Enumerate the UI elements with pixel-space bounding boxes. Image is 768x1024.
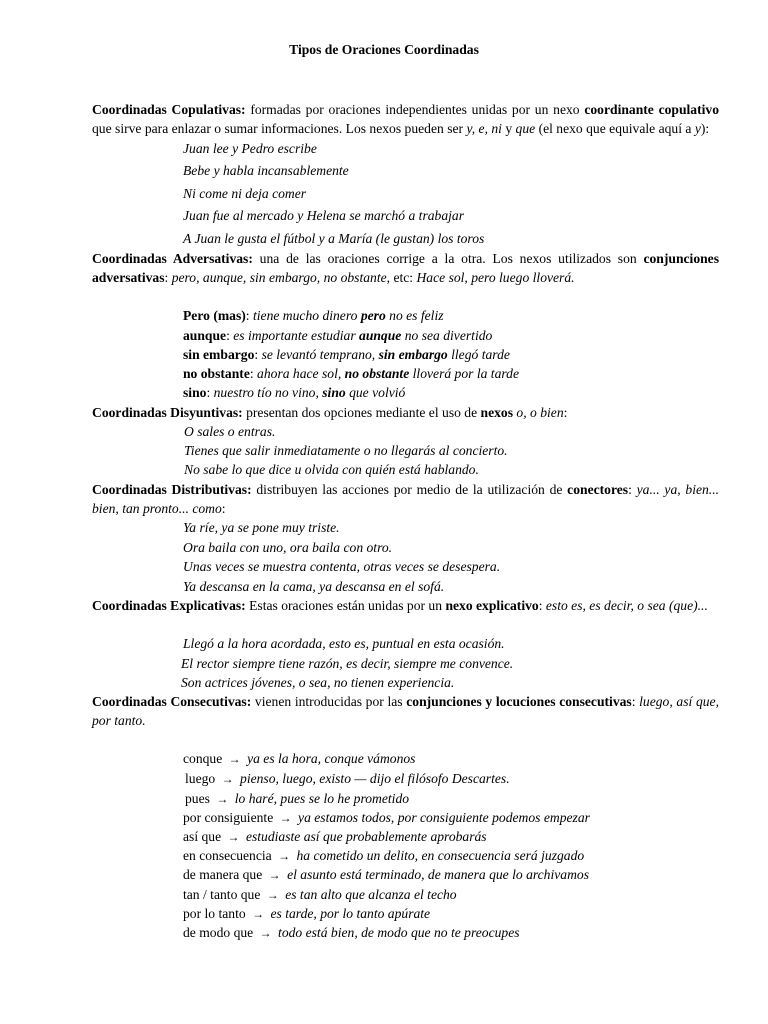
example-line — [183, 924, 520, 942]
text-run: y, e, ni — [466, 120, 502, 136]
example-line — [183, 162, 349, 180]
example-line — [183, 384, 405, 402]
example-run: A Juan le gusta el fútbol y a María (le gustan) los toros — [183, 231, 485, 246]
arrow-right-icon: → — [268, 868, 281, 882]
text-run: ): — [700, 120, 710, 136]
nexo-label: en consecuencia — [183, 848, 272, 863]
text-run: : — [221, 500, 226, 516]
nexo-label: así que — [183, 829, 222, 844]
text-run: conjunciones y locuciones consecutivas — [406, 694, 632, 709]
example-run: No sabe lo que dice u olvida con quién está hablando. — [184, 462, 479, 477]
text-run: o, o bien — [516, 405, 564, 420]
example-line — [183, 307, 444, 325]
example-line — [183, 365, 519, 383]
example-line — [183, 847, 584, 865]
text-run: : — [631, 694, 640, 709]
example-run: Tienes que salir inmediatamente o no llegarás al concierto. — [184, 443, 508, 458]
example-line — [183, 558, 500, 576]
nexo-label: de manera que — [183, 867, 263, 882]
example-run: lloverá por la tarde — [409, 366, 519, 381]
example-line — [183, 346, 510, 364]
example-line — [181, 655, 513, 673]
example-run: sin embargo — [378, 347, 448, 362]
arrow-right-icon: → — [278, 849, 291, 863]
text-run: luego, así que, por tanto. — [92, 694, 719, 728]
example-run: Ya descansa en la cama, ya descansa en el sofá. — [183, 579, 445, 594]
example-line — [185, 790, 409, 808]
example-run: : — [206, 385, 214, 400]
example-line — [181, 674, 454, 692]
example-line — [183, 327, 492, 345]
text-run: pero, aunque, sin embargo, no obstante — [171, 269, 387, 285]
section-copulativas-paragraph — [92, 101, 719, 138]
text-run: ya... ya, bien... bien, tan pronto... como — [92, 482, 719, 516]
example-run: Bebe y habla incansablemente — [183, 163, 349, 178]
example-run: que volvió — [345, 385, 406, 400]
example-run: Pero (mas) — [183, 308, 246, 323]
text-run: : — [628, 482, 637, 497]
text-run: una de las oraciones corrige a la otra. Los nexos utilizados son — [252, 251, 644, 266]
text-run: nexo explicativo — [445, 598, 539, 613]
section-adversativas-paragraph — [92, 250, 719, 287]
section-distributivas-paragraph — [92, 481, 719, 518]
text-run: conectores — [567, 482, 629, 497]
example-sentence: el asunto está terminado, de manera que lo archivamos — [287, 867, 589, 882]
nexo-label: tan / tanto que — [183, 887, 261, 902]
section-heading: Coordinadas Disyuntivas: — [92, 405, 243, 420]
example-run: Juan fue al mercado y Helena se marchó a trabajar — [183, 208, 465, 223]
section-heading: Coordinadas Adversativas: — [92, 251, 253, 266]
example-line — [183, 230, 484, 248]
arrow-right-icon: → — [266, 888, 279, 902]
nexo-label: luego — [185, 771, 216, 786]
example-run: sino — [322, 385, 346, 400]
example-run: se levantó temprano, — [261, 347, 379, 362]
example-run: : — [245, 308, 253, 323]
arrow-right-icon: → — [259, 926, 272, 940]
text-run: y — [694, 120, 701, 136]
nexo-label: conque — [183, 751, 223, 766]
example-run: no sea divertido — [401, 328, 493, 343]
example-run: aunque — [359, 328, 402, 343]
example-sentence: estudiaste así que probablemente aprobarás — [245, 829, 487, 844]
example-line — [183, 886, 457, 904]
example-run: Son actrices jóvenes, o sea, no tienen experiencia. — [181, 675, 455, 690]
arrow-right-icon: → — [221, 772, 234, 786]
document-title: Tipos de Oraciones Coordinadas — [289, 42, 479, 57]
example-line — [183, 866, 589, 884]
example-line — [183, 519, 340, 537]
example-run: tiene mucho dinero — [252, 308, 361, 323]
text-run: y — [501, 120, 516, 136]
example-line — [183, 828, 487, 846]
example-run: El rector siempre tiene razón, es decir, siempre me convence. — [181, 656, 514, 671]
section-heading: Coordinadas Consecutivas: — [92, 694, 252, 709]
text-run: que sirve para enlazar o sumar informaciones. Los nexos pueden ser — [92, 120, 467, 136]
example-run: : — [254, 347, 262, 362]
example-run: aunque — [183, 328, 227, 343]
text-run: nexos — [480, 405, 514, 420]
example-run: Ya ríe, ya se pone muy triste. — [183, 520, 340, 535]
text-run: : — [538, 598, 546, 613]
nexo-label: por consiguiente — [183, 810, 274, 825]
example-line — [183, 578, 444, 596]
example-line — [183, 809, 590, 827]
nexo-label: pues — [185, 791, 210, 806]
section-explicativas-paragraph — [92, 597, 719, 616]
example-run: : — [249, 366, 258, 381]
example-run: ahora hace sol, — [257, 366, 345, 381]
example-line — [184, 442, 508, 460]
example-run: sin embargo — [183, 347, 255, 362]
example-sentence: todo está bien, de modo que no te preocupes — [278, 925, 520, 940]
example-sentence: pienso, luego, existo — dijo el filósofo Descartes. — [240, 771, 510, 786]
example-run: Ora baila con uno, ora baila con otro. — [183, 540, 393, 555]
text-run: coordinante copulativo — [584, 102, 719, 117]
section-heading: Coordinadas Distributivas: — [92, 482, 252, 497]
example-run: Unas veces se muestra contenta, otras veces se desespera. — [183, 559, 501, 574]
example-run: Llegó a la hora acordada, esto es, puntual en esta ocasión. — [183, 636, 505, 651]
example-sentence: ya es la hora, conque vámonos — [247, 751, 416, 766]
text-run: esto es, es decir, o sea (que)... — [545, 598, 708, 613]
example-line — [183, 539, 392, 557]
example-sentence: es tarde, por lo tanto apúrate — [270, 906, 431, 921]
example-run: no obstante — [183, 366, 250, 381]
arrow-right-icon: → — [228, 752, 241, 766]
example-line — [183, 207, 464, 225]
example-line — [184, 461, 479, 479]
text-run: (el nexo que equivale aquí a — [535, 120, 695, 136]
section-disyuntivas-paragraph — [92, 404, 719, 423]
example-line — [183, 185, 306, 203]
example-line — [185, 770, 510, 788]
example-run: pero — [360, 308, 386, 323]
example-run: Ni come ni deja comer — [183, 186, 307, 201]
arrow-right-icon: → — [279, 811, 292, 825]
text-run: conjunciones adversativas — [92, 251, 719, 285]
example-line — [183, 905, 430, 923]
example-run: Juan lee y Pedro escribe — [183, 141, 317, 156]
example-sentence: ha cometido un delito, en consecuencia será juzgado — [296, 848, 585, 863]
example-run: O sales o entras. — [184, 424, 276, 439]
text-run: presentan dos opciones mediante el uso de — [242, 405, 481, 420]
nexo-label: por lo tanto — [183, 906, 246, 921]
example-run: : — [226, 328, 234, 343]
arrow-right-icon: → — [227, 830, 240, 844]
example-run: es importante estudiar — [233, 328, 360, 343]
example-run: nuestro tío no vino, — [213, 385, 323, 400]
text-run: formadas por oraciones independientes unidas por un nexo — [245, 102, 585, 117]
arrow-right-icon: → — [216, 792, 229, 806]
example-sentence: ya estamos todos, por consiguiente podemos empezar — [298, 810, 590, 825]
text-run: : — [563, 405, 568, 420]
text-run: Hace sol, pero luego lloverá. — [416, 269, 575, 285]
example-line — [183, 140, 317, 158]
text-run: Estas oraciones están unidas por un — [245, 598, 446, 613]
text-run: , etc: — [386, 269, 417, 285]
text-run: : — [164, 269, 172, 285]
text-run: distribuyen las acciones por medio de la utilización de — [251, 482, 568, 497]
arrow-right-icon: → — [252, 907, 265, 921]
text-run: vienen introducidas por las — [251, 694, 407, 709]
example-run: llegó tarde — [447, 347, 510, 362]
example-sentence: es tan alto que alcanza el techo — [285, 887, 457, 902]
text-run: que — [515, 120, 536, 136]
example-run: sino — [183, 385, 207, 400]
section-heading: Coordinadas Explicativas: — [92, 598, 246, 613]
section-heading: Coordinadas Copulativas: — [92, 102, 246, 117]
example-sentence: lo haré, pues se lo he prometido — [234, 791, 410, 806]
example-line — [183, 635, 505, 653]
example-run: no es feliz — [385, 308, 444, 323]
example-run: no obstante — [344, 366, 410, 381]
example-line — [184, 423, 275, 441]
section-consecutivas-paragraph — [92, 693, 719, 730]
nexo-label: de modo que — [183, 925, 254, 940]
example-line — [183, 750, 415, 768]
